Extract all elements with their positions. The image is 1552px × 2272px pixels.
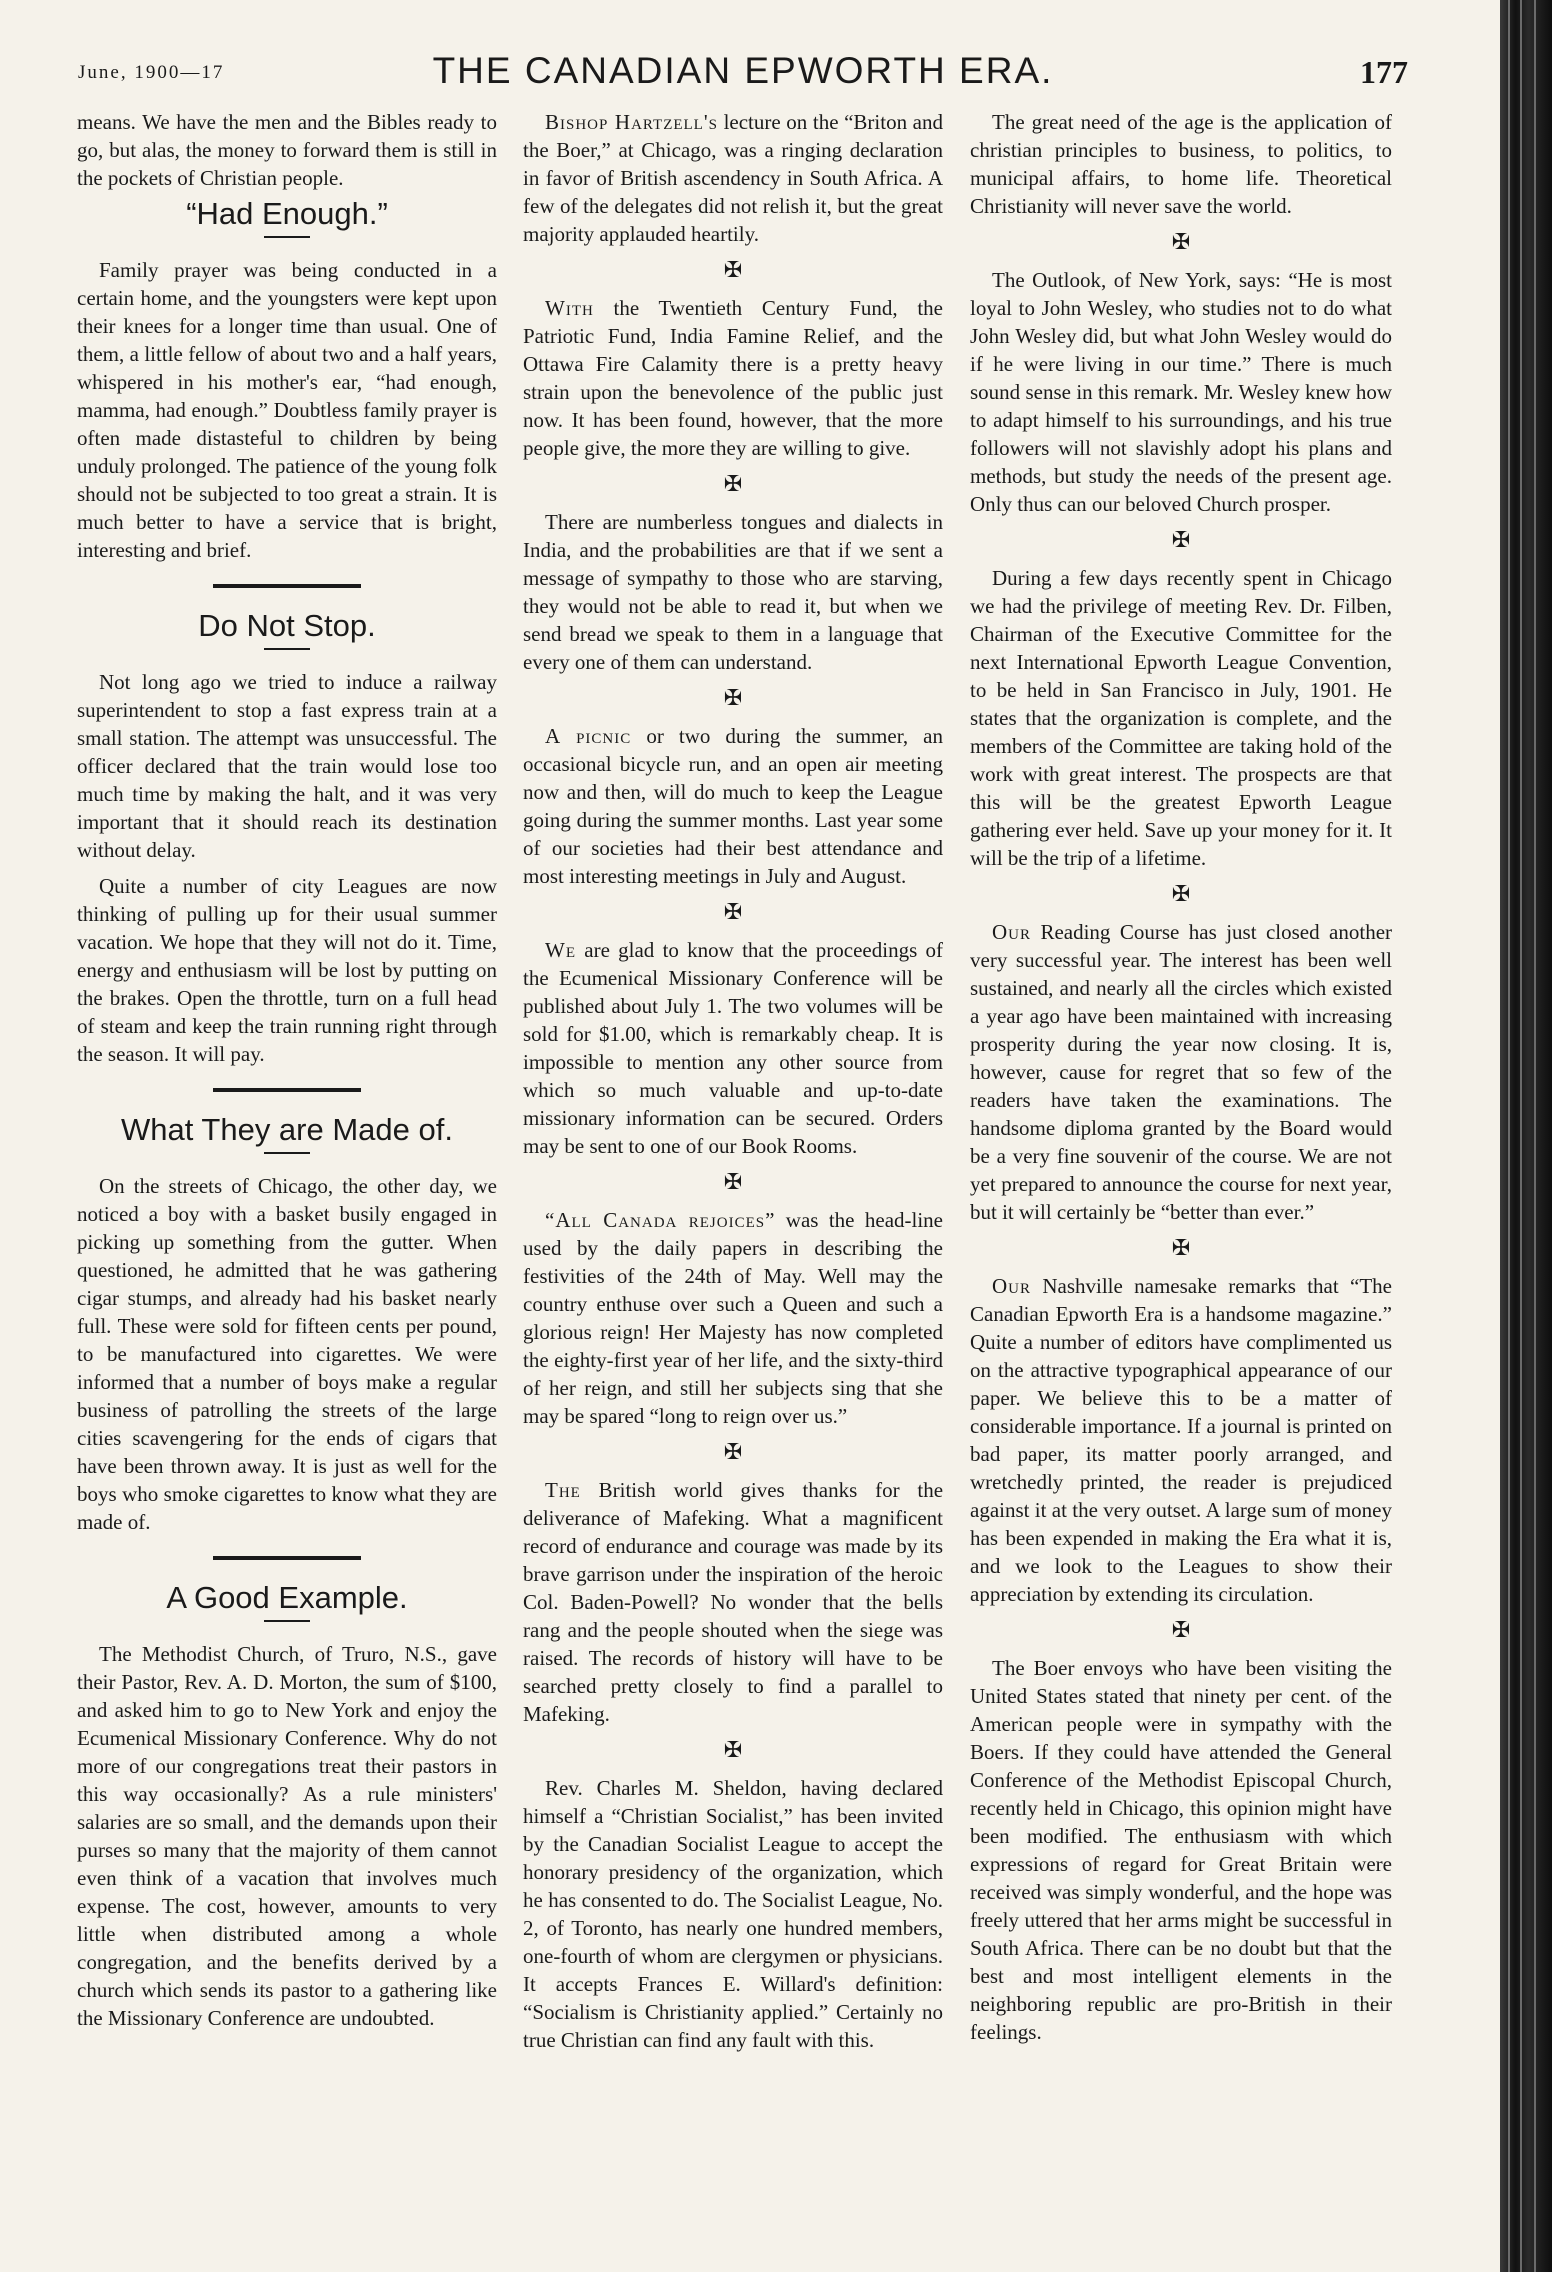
lead-in: A picnic bbox=[545, 724, 632, 748]
maltese-cross-ornament: ✠ bbox=[1171, 881, 1191, 906]
paragraph: Quite a number of city Leagues are now thinking of pulling up for their usual summer vacation. We hope that they will not do it. Time, energy and enthusiasm will be lost by putting on the brakes. Open the throttle, turn on a full head of steam and keep the train running right through the season. It will pay. bbox=[77, 874, 497, 1066]
lead-in: Bishop Hartzell's bbox=[545, 110, 718, 134]
paragraph: There are numberless tongues and dialects in India, and the probabilities are that if we sent a message of sympathy to those who are starving, they would not be able to read it, but when we send bread we speak to them in a language that every one of them can understand. bbox=[523, 510, 943, 674]
lead-in: “All Canada rejoices” bbox=[545, 1208, 776, 1232]
paragraph: During a few days recently spent in Chicago we had the privilege of meeting Rev. Dr. Filben, Chairman of the Executive Committee for the next International Epworth League Convention, to be held in San Francisco in July, 1901. He states that the organization is complete, and the members of the Committee are taking hold of the work with great interest. The prospects are that this will be the greatest Epworth League gathering ever held. Save up your money for it. It will be the trip of a lifetime. bbox=[970, 566, 1392, 870]
divider bbox=[264, 1620, 310, 1622]
column-middle bbox=[523, 108, 943, 2062]
paragraph: means. We have the men and the Bibles ready to go, but alas, the money to forward them is still in the pockets of Christian people. bbox=[77, 110, 497, 190]
page-number: 177 bbox=[1360, 54, 1408, 90]
section-divider bbox=[213, 1088, 361, 1092]
maltese-cross-ornament: ✠ bbox=[1171, 1235, 1191, 1260]
section-title-had-enough: “Had Enough.” bbox=[186, 196, 388, 231]
paragraph: Our Reading Course has just closed another very successful year. The interest has been well sustained, and nearly all the circles which existed a year ago have been maintained with increasing prosperity during the year now closing. It is, however, cause for regret that so few of the readers have taken the examinations. The handsome diploma granted by the Board would be a very fine souvenir of the course. We are not yet prepared to announce the course for next year, but it will certainly be “better than ever.” bbox=[970, 920, 1393, 1224]
paragraph: Family prayer was being conducted in a certain home, and the youngsters were kept upon their knees for a longer time than usual. One of them, a little fellow of about two and a half years, whispered in his mother's ear, “had enough, mamma, had enough.” Doubtless family prayer is often made distasteful to children by being unduly prolonged. The patience of the young folk should not be subjected to too great a strain. It is much better to have a service that is bright, interesting and brief. bbox=[77, 258, 497, 562]
maltese-cross-ornament: ✠ bbox=[723, 1737, 743, 1762]
page-header bbox=[78, 48, 1408, 100]
paragraph: Bishop Hartzell's lecture on the “Briton and the Boer,” at Chicago, was a ringing declaration in favor of British ascendency in South Africa. A few of the delegates did not relish it, but the great majority applauded heartily. bbox=[523, 110, 944, 246]
paragraph: “All Canada rejoices” was the head-line used by the daily papers in describing the festivities of the 24th of May. Well may the country enthuse over such a Queen and such a glorious reign! Her Majesty has now completed the eighty-first year of her life, and the sixty-third of her reign, and still her subjects sing that she may be spared “long to reign over us.” bbox=[523, 1208, 943, 1428]
divider bbox=[264, 648, 310, 650]
section-title-what-they-are-made-of: What They are Made of. bbox=[121, 1112, 453, 1147]
maltese-cross-ornament: ✠ bbox=[723, 685, 743, 710]
paragraph: Rev. Charles M. Sheldon, having declared himself a “Christian Socialist,” has been invited by the Canadian Socialist League to accept the honorary presidency of the organization, which he has consented to do. The Socialist League, No. 2, of Toronto, has nearly one hundred members, one-fourth of whom are clergymen or physicians. It accepts Frances E. Willard's definition: “Socialism is Christianity applied.” Certainly no true Christian can find any fault with this. bbox=[523, 1776, 943, 2052]
lead-in: The bbox=[545, 1478, 581, 1502]
paragraph: Not long ago we tried to induce a railway superintendent to stop a fast express train at a small station. The attempt was unsuccessful. The officer declared that the train would lose too much time by making the halt, and it was very important that it should reach its destination without delay. bbox=[77, 670, 497, 862]
paragraph: The Boer envoys who have been visiting the United States stated that ninety per cent. of the American people were in sympathy with the Boers. If they could have attended the General Conference of the Methodist Episcopal Church, recently held in Chicago, this opinion might have been modified. The enthusiasm with which expressions of regard for Great Britain were received was simply wonderful, and the hope was freely uttered that her arms might be successful in South Africa. There can be no doubt but that the best and most intelligent elements in the neighboring republic are pro-British in their feelings. bbox=[970, 1656, 1392, 2044]
paragraph: The great need of the age is the application of christian principles to business, to politics, to municipal affairs, to home life. Theoretical Christianity will never save the world. bbox=[970, 110, 1392, 218]
lead-in: With bbox=[545, 296, 594, 320]
maltese-cross-ornament: ✠ bbox=[1171, 229, 1191, 254]
lead-in: Our bbox=[992, 920, 1032, 944]
divider bbox=[264, 1152, 310, 1154]
divider bbox=[264, 236, 310, 238]
lead-in: We bbox=[545, 938, 576, 962]
maltese-cross-ornament: ✠ bbox=[723, 899, 743, 924]
issue-date: June, 1900—17 bbox=[78, 62, 225, 83]
maltese-cross-ornament: ✠ bbox=[723, 1439, 743, 1464]
section-title-a-good-example: A Good Example. bbox=[166, 1580, 408, 1615]
maltese-cross-ornament: ✠ bbox=[723, 1169, 743, 1194]
paragraph: Our Nashville namesake remarks that “The Canadian Epworth Era is a handsome magazine.” Quite a number of editors have complimented us on the attractive typographical appearance of our paper. We believe this to be a matter of considerable importance. If a journal is printed on bad paper, its matter poorly arranged, and wretchedly printed, the reader is prejudiced against it at the very outset. A large sum of money has been expended in making the Era what it is, and we look to the Leagues to show their appreciation by extending its circulation. bbox=[970, 1274, 1392, 1606]
paragraph: We are glad to know that the proceedings of the Ecumenical Missionary Conference will be published about July 1. The two volumes will be sold for $1.00, which is remarkably cheap. It is impossible to mention any other source from which so much valuable and up-to-date missionary information can be secured. Orders may be sent to one of our Book Rooms. bbox=[523, 938, 943, 1158]
paragraph: With the Twentieth Century Fund, the Patriotic Fund, India Famine Relief, and the Ottawa Fire Calamity there is a pretty heavy strain upon the benevolence of the public just now. It has been found, however, that the more people give, the more they are willing to give. bbox=[523, 296, 944, 460]
maltese-cross-ornament: ✠ bbox=[723, 471, 743, 496]
section-divider bbox=[213, 1556, 361, 1560]
binding-edge bbox=[1500, 0, 1552, 2272]
maltese-cross-ornament: ✠ bbox=[1171, 1617, 1191, 1642]
section-divider bbox=[213, 584, 361, 588]
section-title-do-not-stop: Do Not Stop. bbox=[198, 608, 376, 643]
lead-in: Our bbox=[992, 1274, 1032, 1298]
journal-title: THE CANADIAN EPWORTH ERA. bbox=[432, 50, 1054, 91]
paragraph: On the streets of Chicago, the other day, we noticed a boy with a basket busily engaged in picking up something from the gutter. When questioned, he admitted that he was gathering cigar stumps, and already had his basket nearly full. These were sold for fifteen cents per pound, to be manufactured into cigarettes. We were informed that a number of boys make a regular business of patrolling the streets of the large cities scavengering for the ends of cigars that have been thrown away. It is just as well for the boys who smoke cigarettes to know what they are made of. bbox=[77, 1174, 497, 1534]
column-left bbox=[77, 108, 497, 2040]
paragraph: The Outlook, of New York, says: “He is most loyal to John Wesley, who studies not to do what John Wesley did, but what John Wesley would do if he were living in our time.” There is much sound sense in this remark. Mr. Wesley knew how to adapt himself to his surroundings, and his true followers will not slavishly adopt his plans and methods, but study the needs of the present age. Only thus can our beloved Church prosper. bbox=[970, 268, 1392, 516]
maltese-cross-ornament: ✠ bbox=[1171, 527, 1191, 552]
maltese-cross-ornament: ✠ bbox=[723, 257, 743, 282]
paragraph: The Methodist Church, of Truro, N.S., gave their Pastor, Rev. A. D. Morton, the sum of $100, and asked him to go to New York and enjoy the Ecumenical Missionary Conference. Why do not more of our congregations treat their pastors in this way occasionally? As a rule ministers' salaries are so small, and the demands upon their purses so many that the majority of them cannot even think of a vacation that involves much expense. The cost, however, amounts to very little when distributed among a whole congregation, and the benefits derived by a church which sends its pastor to a gathering like the Missionary Conference are undoubted. bbox=[77, 1642, 497, 2030]
column-right bbox=[970, 108, 1392, 2054]
paragraph: The British world gives thanks for the deliverance of Mafeking. What a magnificent record of endurance and courage was made by its brave garrison under the inspiration of the heroic Col. Baden-Powell? No wonder that the bells rang and the people shouted when the siege was raised. The records of history will have to be searched pretty closely to find a parallel to Mafeking. bbox=[523, 1478, 944, 1726]
paragraph: A picnic or two during the summer, an occasional bicycle run, and an open air meeting now and then, will do much to keep the League going during the summer months. Last year some of our societies had their best attendance and most interesting meetings in July and August. bbox=[523, 724, 943, 888]
